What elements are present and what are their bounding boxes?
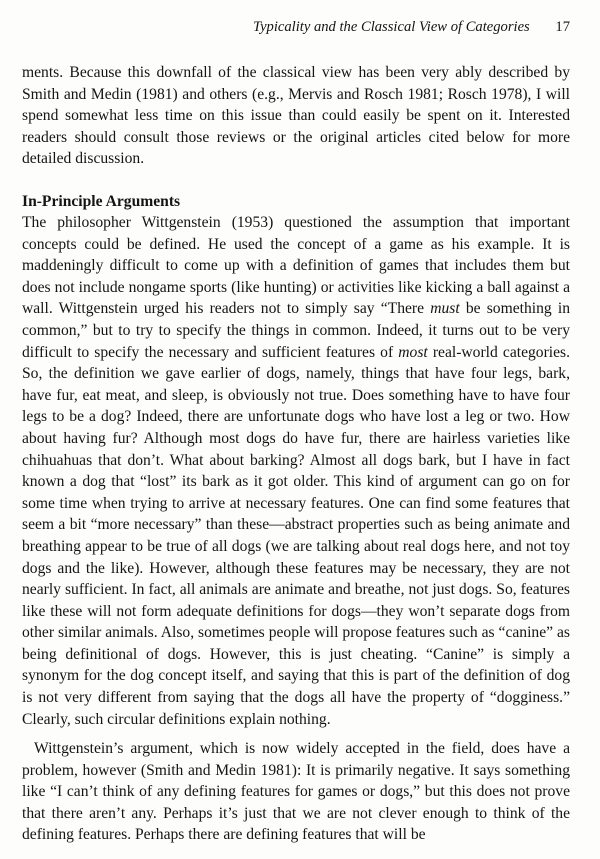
paragraph-3: Wittgenstein’s argument, which is now widely accepted in the field, does have a problem, however (Smith and Medin 1981): It is primarily negative. It says something like “I can’t think of any defining features for games or dogs,” but this does not prove that there aren’t any. Perhaps it’s just that we are not clever enough to think of the defining features. Perhaps there are defining features that will be [22, 740, 570, 844]
paragraph-2-text-3: real-world categories. So, the definition we gave earlier of dogs, namely, things that have four legs, bark, have fur, eat meat, and sleep, is obviously not true. Does something have to have four legs to be a dog? Indeed, there are unfortunate dogs who have lost a leg or two. How about having fur? Although most dogs do have fur, there are hairless varieties like chihuahuas that don’t. What about barking? Almost all dogs bark, but I have in fact known a dog that “lost” its bark as it got older. This kind of argument can go on for some time when trying to arrive at necessary features. One can find some features that seem a bit “more necessary” than these—abstract properties such as being animate and breathing appear to be true of all dogs (we are talking about real dogs here, and not toy dogs and the like). However, although these features may be necessary, they are not nearly sufficient. In fact, all animals are animate and breathe, not just dogs. So, features like these will not form adequate definitions for dogs—they won’t separate dogs from other similar animals. Also, sometimes people will propose features such as “canine” as being definitional of dogs. However, this is just cheating. “Canine” is simply a synonym for the dog concept itself, and saying that this is part of the definition of dog is not very different from saying that the dogs all have the property of “dogginess.” Clearly, such circular definitions explain nothing. [22, 343, 571, 728]
paragraph-2 [22, 212, 570, 730]
running-head-title: Typicality and the Classical View of Categories [253, 19, 530, 35]
section-heading: In-Principle Arguments [22, 193, 181, 210]
paragraph-1: ments. Because this downfall of the classical view has been very ably described by Smith and Medin (1981) and others (e.g., Mervis and Rosch 1981; Rosch 1978), I will spend somewhat less time on this issue than could easily be spent on it. Interested readers should consult those reviews or the original articles cited below for more detailed discussion. [22, 64, 570, 168]
emphasis-most: most [398, 343, 428, 361]
page-number: 17 [555, 19, 570, 35]
paragraph-2-text-1: The philosopher Wittgenstein (1953) questioned the assumption that important concepts could be defined. He used the concept of a game as his example. It is maddeningly difficult to come up with a definition of games that includes them but does not include nongame sports (like hunting) or activities like kicking a ball against a wall. Wittgenstein urged his readers not to simply say “There [22, 214, 570, 318]
emphasis-must: must [430, 300, 460, 318]
paragraph-2-text-2: be something in common,” but to try to specify the things in common. Indeed, it turns out to be very difficult to specify the necessary and sufficient features of [22, 300, 570, 361]
running-head [253, 19, 570, 36]
